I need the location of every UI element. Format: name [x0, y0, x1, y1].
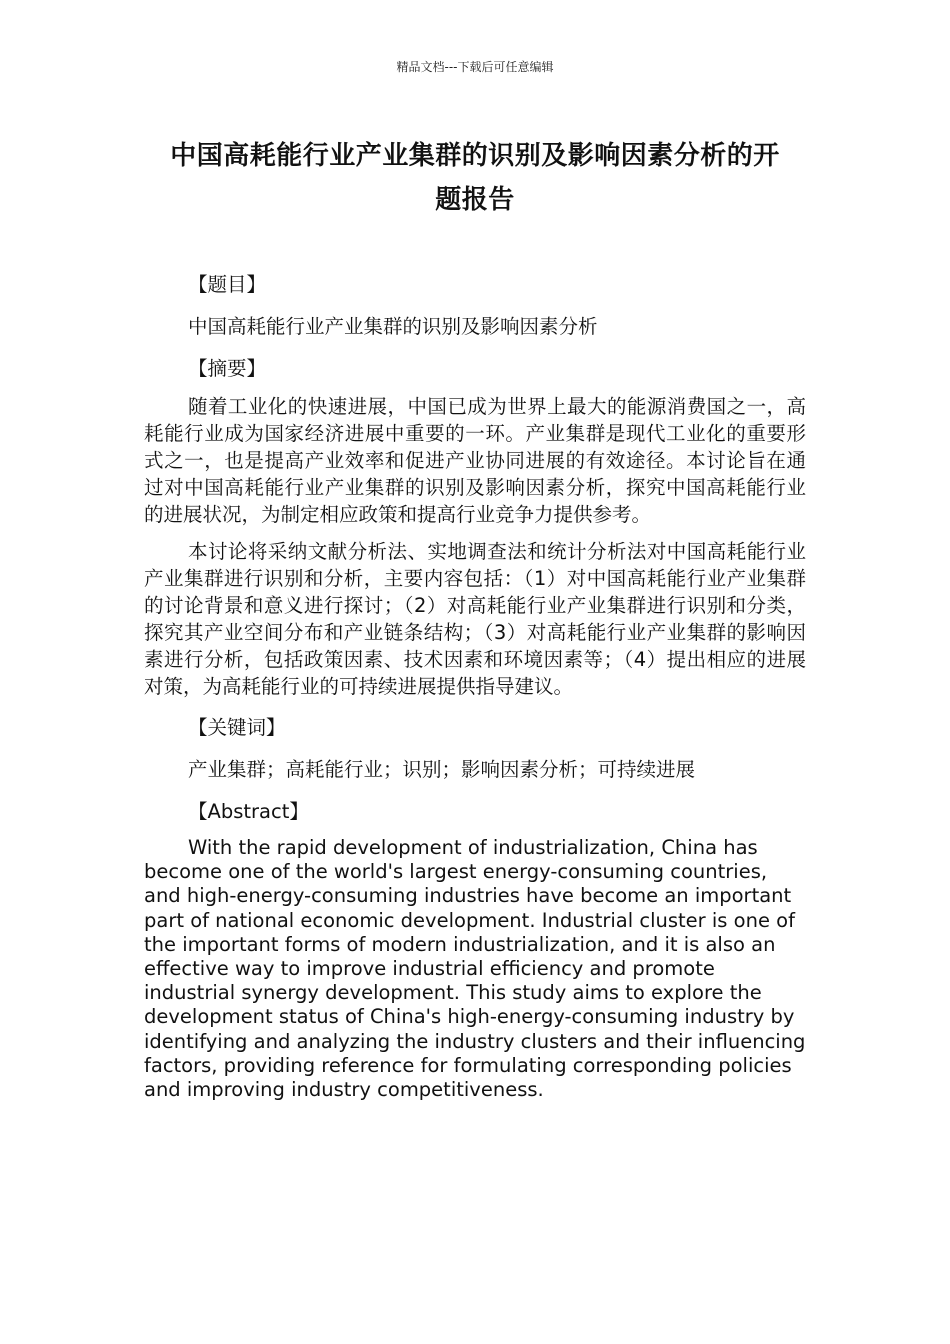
title-line-2: 题报告 — [435, 185, 515, 215]
document-body — [144, 267, 806, 1102]
abstract-en-label: 【Abstract】 — [188, 800, 309, 823]
keywords-label: 【关键词】 — [188, 716, 286, 739]
keywords-text: 产业集群；高耗能行业；识别；影响因素分析；可持续进展 — [188, 758, 696, 781]
topic-text: 中国高耗能行业产业集群的识别及影响因素分析 — [188, 315, 598, 338]
abstract-paragraph-2: 本讨论将采纳文献分析法、实地调查法和统计分析法对中国高耗能行业产业集群进行识别和分析，主要内容包括：（1）对中国高耗能行业产业集群的讨论背景和意义进行探讨；（2）对高耗能行业产业集群进行识别和分类，探究其产业空间分布和产业链条结构；（3）对高耗能行业产业集群的影响因素进行分析，包括政策因素、技术因素和环境因素等；（4）提出相应的进展对策，为高耗能行业的可持续进展提供指导建议。 — [144, 540, 806, 698]
abstract-en-paragraph: With the rapid development of industrialization, China has become one of the world's largest energy-consuming countries, and high-energy-consuming industries have become an important part of national economic development. Industrial cluster is one of the important forms of modern industrialization, and it is also an effective way to improve industrial efficiency and promote industrial synergy development. This study aims to explore the development status of China's high-energy-consuming industry by identifying and analyzing the industry clusters and their influencing factors, providing reference for formulating corresponding policies and improving industry competitiveness. — [144, 836, 806, 1102]
abstract-paragraph-1: 随着工业化的快速进展，中国已成为世界上最大的能源消费国之一，高耗能行业成为国家经济进展中重要的一环。产业集群是现代工业化的重要形式之一，也是提高产业效率和促进产业协同进展的有效途径。本讨论旨在通过对中国高耗能行业产业集群的识别及影响因素分析，探究中国高耗能行业的进展状况，为制定相应政策和提高行业竞争力提供参考。 — [144, 395, 806, 526]
title-line-1: 中国高耗能行业产业集群的识别及影响因素分析的开 — [170, 141, 780, 171]
header-note: 精品文档---下载后可任意编辑 — [396, 60, 554, 74]
abstract-label: 【摘要】 — [188, 357, 267, 380]
topic-label: 【题目】 — [188, 273, 267, 296]
document-title — [140, 134, 810, 222]
